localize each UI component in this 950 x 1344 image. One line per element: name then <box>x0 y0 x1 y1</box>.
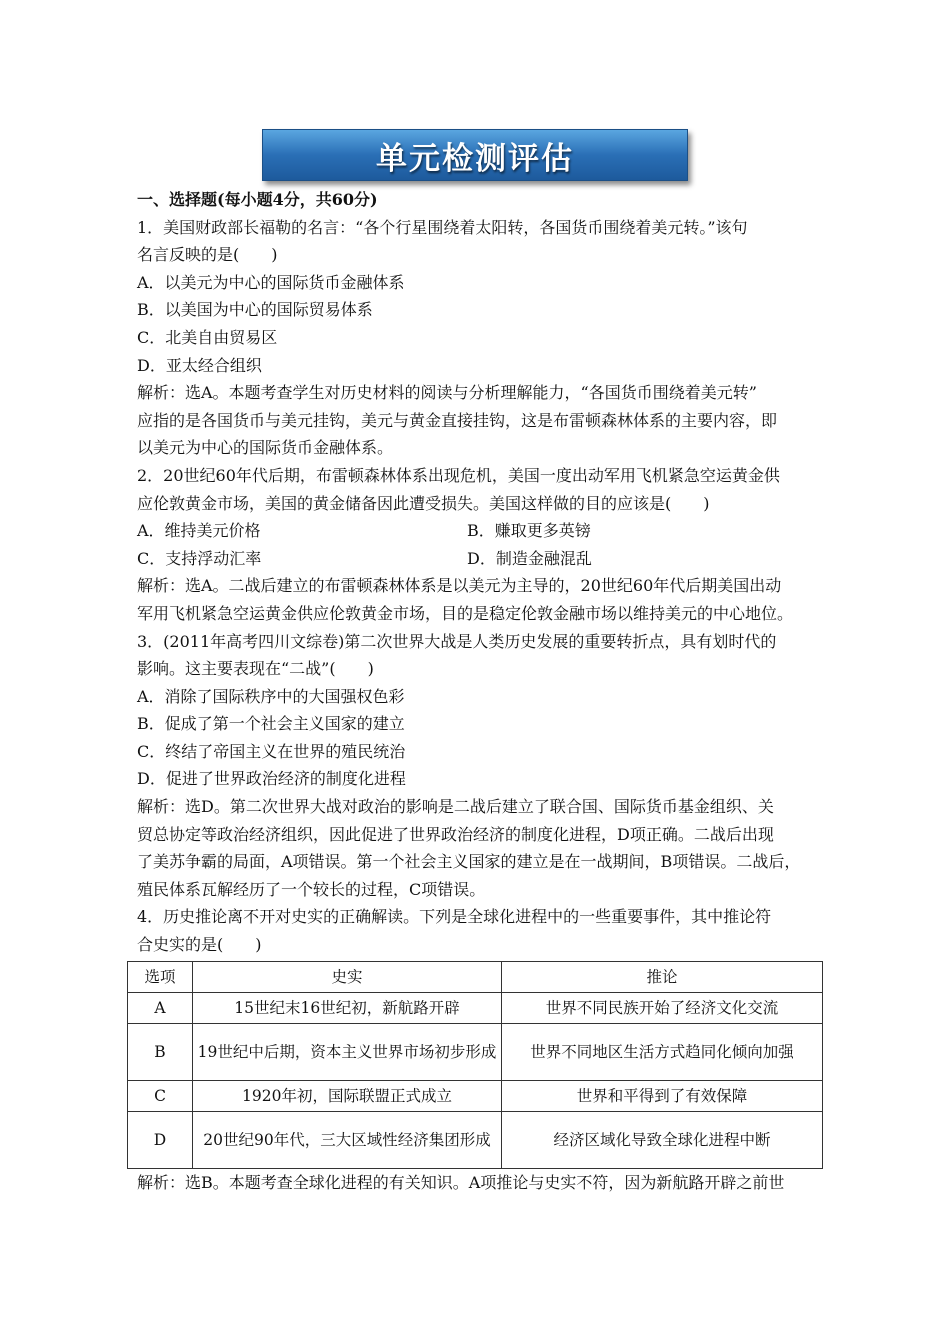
table-cell-option: A <box>128 992 193 1023</box>
table-row <box>128 1023 823 1080</box>
title-banner <box>262 129 688 181</box>
table-header-inference: 推论 <box>502 961 823 992</box>
question-3-stem: 3．(2011年高考四川文综卷)第二次世界大战是人类历史发展的重要转折点，具有划时代的 <box>137 631 777 651</box>
answer-1-line: 解析：选A。本题考查学生对历史材料的阅读与分析理解能力，“各国货币围绕着美元转” <box>137 383 757 403</box>
question-1-option-c: C．北美自由贸易区 <box>137 327 278 347</box>
answer-3-line: 贸总协定等政治经济组织，因此促进了世界政治经济的制度化进程，D项正确。二战后出现 <box>137 824 774 844</box>
question-2-option-d: D．制造金融混乱 <box>467 548 592 568</box>
question-2-stem: 2．20世纪60年代后期，布雷顿森林体系出现危机，美国一度出动军用飞机紧急空运黄金供 <box>137 465 780 485</box>
answer-2-line: 解析：选A。二战后建立的布雷顿森林体系是以美元为主导的，20世纪60年代后期美国出动 <box>137 576 782 596</box>
question-2-options-row <box>137 517 827 545</box>
table-cell-option: B <box>128 1023 193 1080</box>
question-2-option-c: C．支持浮动汇率 <box>137 548 262 568</box>
table-cell-fact: 1920年初，国际联盟正式成立 <box>193 1080 502 1111</box>
page-title: 单元检测评估 <box>376 140 574 177</box>
answer-1-line: 以美元为中心的国际货币金融体系。 <box>137 438 394 458</box>
question-1-option-a: A．以美元为中心的国际货币金融体系 <box>137 272 405 292</box>
table-cell-inference: 世界不同民族开始了经济文化交流 <box>502 992 823 1023</box>
question-3-option-b: B．促成了第一个社会主义国家的建立 <box>137 714 405 734</box>
table-cell-option: C <box>128 1080 193 1111</box>
question-2-option-b: B．赚取更多英镑 <box>467 521 591 541</box>
table-cell-inference: 世界不同地区生活方式趋同化倾向加强 <box>502 1023 823 1080</box>
table-header-option: 选项 <box>128 961 193 992</box>
table-header-row <box>128 961 823 992</box>
answer-3-line: 殖民体系瓦解经历了一个较长的过程，C项错误。 <box>137 879 486 899</box>
answer-1-line: 应指的是各国货币与美元挂钩，美元与黄金直接挂钩，这是布雷顿森林体系的主要内容，即 <box>137 410 778 430</box>
question-4-table <box>127 961 823 1169</box>
question-2-option-a: A．维持美元价格 <box>137 521 261 541</box>
table-row <box>128 1111 823 1168</box>
answer-4-line: 解析：选B。本题考查全球化进程的有关知识。A项推论与史实不符，因为新航路开辟之前世 <box>137 1172 785 1192</box>
question-3-option-c: C．终结了帝国主义在世界的殖民统治 <box>137 741 406 761</box>
table-cell-inference: 经济区域化导致全球化进程中断 <box>502 1111 823 1168</box>
section-heading: 一、选择题(每小题4分，共60分) <box>137 190 378 209</box>
question-2-stem-cont: 应伦敦黄金市场，美国的黄金储备因此遭受损失。美国这样做的目的应该是( ) <box>137 493 710 513</box>
table-cell-fact: 20世纪90年代，三大区域性经济集团形成 <box>193 1111 502 1168</box>
table-row <box>128 1080 823 1111</box>
table-cell-fact: 19世纪中后期，资本主义世界市场初步形成 <box>193 1023 502 1080</box>
question-4-stem: 4．历史推论离不开对史实的正确解读。下列是全球化进程中的一些重要事件，其中推论符 <box>137 907 772 927</box>
table-row <box>128 992 823 1023</box>
table-cell-fact: 15世纪末16世纪初，新航路开辟 <box>193 992 502 1023</box>
answer-3-line: 了美苏争霸的局面，A项错误。第一个社会主义国家的建立是在一战期间，B项错误。二战后， <box>137 852 801 872</box>
table-header-fact: 史实 <box>193 961 502 992</box>
table-cell-option: D <box>128 1111 193 1168</box>
question-3-option-a: A．消除了国际秩序中的大国强权色彩 <box>137 686 405 706</box>
answer-3-line: 解析：选D。第二次世界大战对政治的影响是二战后建立了联合国、国际货币基金组织、关 <box>137 797 774 817</box>
document-body <box>137 186 827 1196</box>
question-3-option-d: D．促进了世界政治经济的制度化进程 <box>137 769 406 789</box>
table-cell-inference: 世界和平得到了有效保障 <box>502 1080 823 1111</box>
answer-2-line: 军用飞机紧急空运黄金供应伦敦黄金市场，目的是稳定伦敦金融市场以维持美元的中心地位。 <box>137 603 794 623</box>
question-1-stem-cont: 名言反映的是( ) <box>137 245 278 265</box>
question-1-option-d: D．亚太经合组织 <box>137 355 262 375</box>
question-3-stem-cont: 影响。这主要表现在“二战”( ) <box>137 659 374 679</box>
question-4-stem-cont: 合史实的是( ) <box>137 935 262 955</box>
question-1-option-b: B．以美国为中心的国际贸易体系 <box>137 300 373 320</box>
question-2-options-row <box>137 545 827 573</box>
question-1-stem: 1．美国财政部长福勒的名言：“各个行星围绕着太阳转，各国货币围绕着美元转。”该句 <box>137 217 748 237</box>
